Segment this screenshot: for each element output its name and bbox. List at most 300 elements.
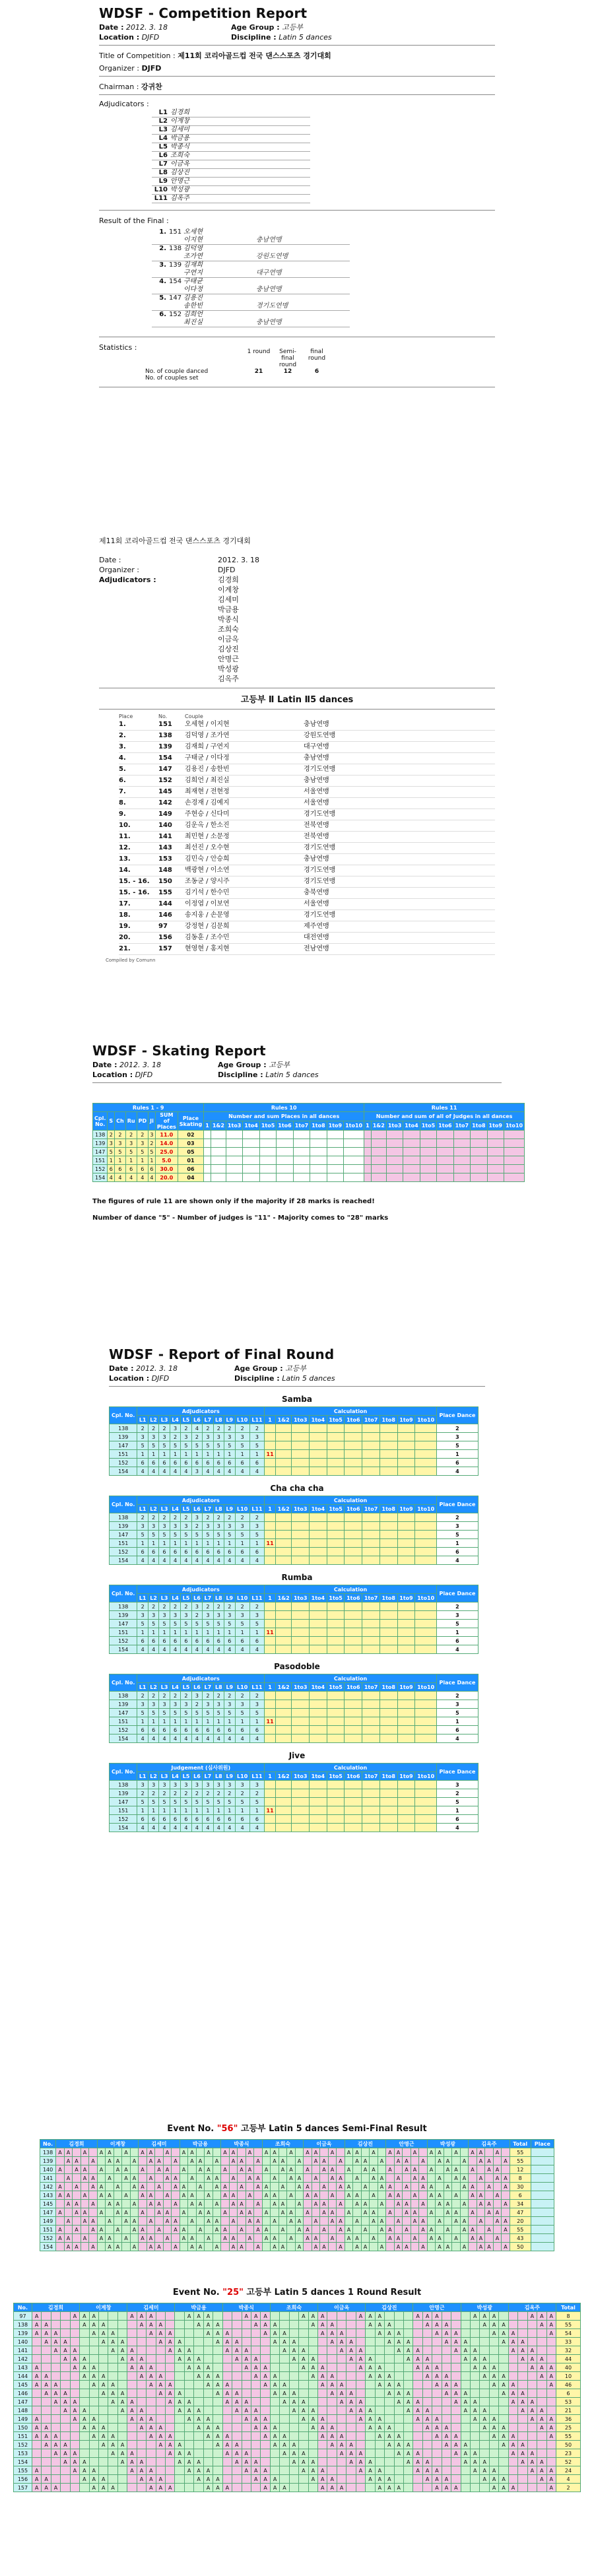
final-row <box>110 1781 478 1789</box>
r1-mark <box>508 2321 517 2329</box>
r1-mark: A <box>299 2415 308 2424</box>
semi-place <box>531 2226 554 2234</box>
r1-mark: A <box>70 2449 79 2458</box>
semi-mark <box>444 2174 452 2183</box>
judge-mark: 1 <box>137 1717 148 1726</box>
r1-mark: A <box>108 2449 117 2458</box>
semi-mark: A <box>403 2165 411 2174</box>
calc-cell <box>380 1717 397 1726</box>
calc-col-header: 1to8 <box>380 1772 397 1781</box>
judge-mark: 1 <box>235 1717 249 1726</box>
semi-place <box>531 2165 554 2174</box>
r1-mark <box>166 2312 175 2321</box>
place-col-header: 1to10 <box>504 1121 524 1131</box>
r1-mark: A <box>280 2389 289 2398</box>
r1-mark <box>270 2355 279 2363</box>
r1-mark: A <box>356 2466 365 2475</box>
r1-mark: A <box>356 2355 365 2363</box>
rank-region: 경기도연맹 <box>304 766 336 773</box>
r1-mark: A <box>518 2389 527 2398</box>
semi-mark <box>370 2226 378 2234</box>
rule10-cell <box>204 1165 211 1173</box>
semi-mark <box>262 2174 271 2183</box>
r1-mark: A <box>489 2321 498 2329</box>
calc-cell <box>310 1709 327 1717</box>
r1-mark <box>89 2398 98 2406</box>
judge-mark: 1 <box>159 1539 170 1548</box>
r1-mark <box>232 2329 242 2338</box>
calc-cell <box>415 1531 437 1539</box>
semi-judge-header: 김옥주 <box>469 2140 510 2148</box>
rules-11-header: Rules 11 <box>364 1104 525 1112</box>
r1-mark: A <box>166 2398 175 2406</box>
adjudicator-name: 안명근 <box>170 178 189 185</box>
calc-col-header: 1to5 <box>327 1594 345 1602</box>
r1-mark: A <box>166 2441 175 2449</box>
r1-mark: A <box>156 2432 165 2441</box>
r1-mark <box>117 2466 127 2475</box>
calc-cell <box>345 1467 362 1476</box>
place-dance: 1 <box>436 1806 478 1815</box>
r1-mark <box>546 2398 556 2406</box>
place-dance: 1 <box>436 1539 478 1548</box>
semi-mark: A <box>196 2208 205 2217</box>
semi-mark: A <box>378 2183 386 2191</box>
r1-mark <box>42 2406 51 2415</box>
calc-col-header: 1&2 <box>276 1772 292 1781</box>
r1-mark: A <box>318 2363 327 2372</box>
r1-mark <box>422 2449 432 2458</box>
r1-total: 53 <box>556 2398 580 2406</box>
final-row <box>110 1789 478 1798</box>
r1-mark: A <box>308 2355 317 2363</box>
judge-mark: 5 <box>148 1709 158 1717</box>
r1-mark <box>327 2312 337 2321</box>
judge-mark: 4 <box>213 1556 224 1565</box>
place-col-header: 1&2 <box>211 1121 226 1131</box>
r1-mark: A <box>194 2363 203 2372</box>
r1-mark: A <box>127 2398 137 2406</box>
place-dance: 2 <box>436 1789 478 1798</box>
r1-mark <box>42 2458 51 2466</box>
rule10-cell <box>226 1165 242 1173</box>
rule10-cell <box>243 1165 259 1173</box>
rule11-cell <box>386 1156 403 1165</box>
calc-cell <box>397 1781 415 1789</box>
semi-mark <box>130 2148 139 2157</box>
semi-mark: A <box>403 2243 411 2251</box>
r1-mark <box>394 2424 403 2432</box>
calc-cell <box>397 1700 415 1709</box>
semi-mark: A <box>444 2200 452 2208</box>
calc-cell <box>345 1539 362 1548</box>
r1-mark: A <box>442 2441 451 2449</box>
r1-mark: A <box>222 2432 232 2441</box>
semi-mark <box>460 2234 469 2243</box>
r1-mark <box>117 2321 127 2329</box>
semi-mark: A <box>386 2183 395 2191</box>
r1-mark: A <box>42 2424 51 2432</box>
r1-mark: A <box>61 2398 70 2406</box>
r1-mark <box>108 2475 117 2484</box>
calc-cell <box>276 1556 292 1565</box>
r1-mark: A <box>394 2346 403 2355</box>
r1-mark <box>80 2338 89 2346</box>
rank-region: 경기도연맹 <box>304 867 336 874</box>
semi-place <box>531 2208 554 2217</box>
semi-mark: A <box>469 2208 477 2217</box>
judge-header: L10 <box>235 1416 249 1424</box>
r1-mark: A <box>270 2321 279 2329</box>
skating-table <box>92 1103 523 1182</box>
r1-mark <box>251 2389 260 2398</box>
semi-mark: A <box>427 2234 436 2243</box>
calc-cell <box>380 1531 397 1539</box>
r1-mark: A <box>184 2346 193 2355</box>
rule11-cell <box>386 1173 403 1182</box>
r1-mark <box>442 2363 451 2372</box>
r1-mark <box>546 2441 556 2449</box>
calc-cell <box>345 1726 362 1734</box>
r1-mark <box>480 2346 489 2355</box>
r1-mark: A <box>289 2389 298 2398</box>
semi-mark: A <box>73 2200 81 2208</box>
r1-mark <box>299 2475 308 2484</box>
semi-mark <box>353 2208 362 2217</box>
r1-mark: A <box>442 2329 451 2338</box>
calc-col-header: 1to10 <box>415 1772 437 1781</box>
r1-total: 4 <box>556 2475 580 2484</box>
calc-cell <box>265 1513 276 1522</box>
calc-cell <box>265 1441 276 1450</box>
adjudicator-row <box>152 195 310 203</box>
semi-mark <box>502 2191 510 2200</box>
r1-mark: A <box>280 2338 289 2346</box>
semi-mark: A <box>262 2226 271 2234</box>
r1-mark <box>327 2355 337 2363</box>
r1-mark: A <box>147 2363 156 2372</box>
rule10-cell <box>226 1156 242 1165</box>
semi-mark: A <box>419 2183 428 2191</box>
adjudicator-name: 김옥주 <box>170 195 189 202</box>
r1-mark <box>471 2441 480 2449</box>
judge-mark: 3 <box>213 1611 224 1620</box>
semi-mark: A <box>353 2174 362 2183</box>
r1-mark: A <box>537 2363 546 2372</box>
calc-cell <box>362 1806 380 1815</box>
r1-mark <box>61 2329 70 2338</box>
r1-mark <box>432 2355 442 2363</box>
r1-mark <box>546 2338 556 2346</box>
calc-col-header: 1to5 <box>327 1416 345 1424</box>
judge-mark: 6 <box>181 1815 191 1824</box>
r1-mark: A <box>261 2312 270 2321</box>
r1-mark: A <box>270 2338 279 2346</box>
r1-mark <box>42 2415 51 2424</box>
r1-mark <box>346 2329 356 2338</box>
semi-mark <box>444 2234 452 2243</box>
semi-mark <box>56 2174 65 2183</box>
r1-mark: A <box>337 2389 346 2398</box>
judge-mark: 5 <box>224 1620 235 1628</box>
calc-cell <box>265 1556 276 1565</box>
rank-region: 강원도연맹 <box>304 732 336 739</box>
compiled-by: Compiled by Comunn <box>106 958 156 963</box>
r1-mark <box>413 2329 422 2338</box>
semi-mark <box>172 2165 180 2174</box>
r1-mark: A <box>251 2406 260 2415</box>
semi-mark: A <box>97 2165 106 2174</box>
r1-mark: A <box>32 2432 41 2441</box>
r1-mark: A <box>451 2484 461 2492</box>
semi-mark: A <box>196 2183 205 2191</box>
judge-mark: 4 <box>191 1424 202 1433</box>
r1-mark <box>327 2449 337 2458</box>
semi-mark: A <box>320 2243 329 2251</box>
judge-mark: 1 <box>249 1717 264 1726</box>
calc-cell <box>265 1424 276 1433</box>
semi-mark: A <box>238 2183 246 2191</box>
semi-mark <box>312 2208 320 2217</box>
semi-mark: A <box>411 2191 419 2200</box>
rules-10-header: Rules 10 <box>204 1104 364 1112</box>
couple-number: 139 <box>110 1522 137 1531</box>
judge-mark: 1 <box>249 1806 264 1815</box>
r1-mark: A <box>508 2389 517 2398</box>
r1-total: 2 <box>556 2484 580 2492</box>
statistics-table <box>145 348 495 381</box>
result-region: 경기도연맹 <box>256 302 288 310</box>
rank-place: 7. <box>119 788 126 795</box>
r1-mark <box>32 2449 41 2458</box>
semi-place <box>531 2200 554 2208</box>
r1-mark: A <box>242 2355 251 2363</box>
semi-mark <box>221 2243 230 2251</box>
r1-mark <box>518 2312 527 2321</box>
semi-mark: A <box>502 2174 510 2183</box>
r1-mark: A <box>184 2415 193 2424</box>
semi-mark <box>427 2174 436 2183</box>
adjudicator-code: L4 <box>158 135 168 142</box>
judge-mark: 4 <box>148 1824 158 1832</box>
calc-cell <box>415 1798 437 1806</box>
r1-mark: A <box>299 2466 308 2475</box>
semi-mark: A <box>172 2174 180 2183</box>
skating-place: 03 <box>178 1139 203 1148</box>
r1-mark: A <box>80 2424 89 2432</box>
r1-mark <box>394 2372 403 2381</box>
r1-mark <box>394 2406 403 2415</box>
r1-mark <box>166 2475 175 2484</box>
judge-header: L2 <box>148 1594 158 1602</box>
judge-mark: 5 <box>249 1441 264 1450</box>
semi-mark: A <box>56 2165 65 2174</box>
semi-mark: A <box>394 2174 403 2183</box>
calc-col-header: 1to7 <box>362 1772 380 1781</box>
r1-mark: A <box>327 2321 337 2329</box>
judge-mark: 2 <box>137 1424 148 1433</box>
semi-mark: A <box>139 2226 147 2234</box>
semi-mark: A <box>427 2165 436 2174</box>
judge-header: L7 <box>203 1594 213 1602</box>
calc-cell <box>327 1806 345 1815</box>
r1-mark: A <box>480 2466 489 2475</box>
semi-mark <box>221 2217 230 2226</box>
r1-mark <box>337 2363 346 2372</box>
calc-cell <box>276 1548 292 1556</box>
rule10-cell <box>211 1139 226 1148</box>
r1-mark: A <box>432 2484 442 2492</box>
semi-mark: A <box>436 2191 444 2200</box>
r1-mark <box>156 2406 165 2415</box>
r1-mark <box>51 2424 60 2432</box>
adjudicator-row <box>152 109 310 117</box>
adjudicator-list <box>152 109 310 203</box>
r1-mark: A <box>527 2312 537 2321</box>
judge-mark: 3 <box>181 1611 191 1620</box>
semi-mark: A <box>89 2243 98 2251</box>
semi-mark <box>320 2148 329 2157</box>
r1-judge-header: 조희숙 <box>270 2303 317 2312</box>
r1-mark <box>156 2346 165 2355</box>
semi-mark: A <box>502 2217 510 2226</box>
judge-mark: 3 <box>137 1700 148 1709</box>
r1-mark: A <box>289 2398 298 2406</box>
dance-place: 4 <box>148 1173 156 1182</box>
r1-mark: A <box>222 2381 232 2389</box>
rule11-cell <box>371 1165 386 1173</box>
r1-total: 8 <box>556 2312 580 2321</box>
calc-cell <box>345 1692 362 1700</box>
r1-mark <box>508 2458 517 2466</box>
r1-mark: A <box>356 2398 365 2406</box>
r1-row <box>14 2329 581 2338</box>
calc-cell <box>362 1459 380 1467</box>
semi-mark: A <box>328 2208 337 2217</box>
r1-mark: A <box>308 2372 317 2381</box>
semi-mark: A <box>353 2191 362 2200</box>
calc-cell <box>415 1700 437 1709</box>
judge-mark: 5 <box>213 1531 224 1539</box>
rule11-cell <box>371 1131 386 1139</box>
skating-place: 06 <box>178 1165 203 1173</box>
r1-mark <box>137 2449 146 2458</box>
rule10-cell <box>259 1131 276 1139</box>
r1-mark: A <box>442 2381 451 2389</box>
calc-cell <box>327 1798 345 1806</box>
judge-header: L8 <box>213 1772 224 1781</box>
semi-mark: A <box>493 2174 502 2183</box>
semi-place <box>531 2174 554 2183</box>
r1-mark: A <box>318 2321 327 2329</box>
result-partner-2: 이다정 <box>183 286 203 293</box>
r1-judge-header: 김옥주 <box>508 2303 556 2312</box>
judge-mark: 5 <box>148 1441 158 1450</box>
r1-mark <box>480 2338 489 2346</box>
r1-mark <box>461 2312 470 2321</box>
r1-mark: A <box>108 2346 117 2355</box>
r1-mark <box>80 2398 89 2406</box>
semi-mark: A <box>246 2148 254 2157</box>
r1-mark <box>442 2346 451 2355</box>
calc-cell <box>310 1531 327 1539</box>
r1-mark <box>499 2355 508 2363</box>
judge-mark: 2 <box>235 1602 249 1611</box>
r1-mark: A <box>222 2398 232 2406</box>
r1-mark: A <box>318 2466 327 2475</box>
r1-mark: A <box>489 2432 498 2441</box>
r1-mark <box>175 2475 184 2484</box>
r1-mark <box>184 2381 193 2389</box>
r1-mark <box>184 2329 193 2338</box>
r1-mark: A <box>147 2329 156 2338</box>
r1-mark: A <box>70 2312 79 2321</box>
judge-mark: 5 <box>191 1441 202 1450</box>
semi-mark <box>196 2174 205 2183</box>
judge-mark: 4 <box>203 1824 213 1832</box>
final-dance-table <box>109 1763 478 1832</box>
stats-label: No. of couples set <box>145 375 199 381</box>
r1-mark <box>280 2406 289 2415</box>
r1-mark: A <box>327 2372 337 2381</box>
semi-mark: A <box>254 2183 263 2191</box>
semi-mark <box>122 2243 131 2251</box>
rank-region: 서울연맹 <box>304 788 329 795</box>
r1-mark: A <box>70 2398 79 2406</box>
semi-mark <box>188 2226 197 2234</box>
r1-mark: A <box>375 2329 384 2338</box>
calc-cell <box>327 1734 345 1743</box>
r1-mark: A <box>451 2441 461 2449</box>
judge-mark: 3 <box>249 1433 264 1441</box>
r1-mark <box>117 2424 127 2432</box>
final-row <box>110 1531 478 1539</box>
r1-mark: A <box>489 2381 498 2389</box>
dance-place: 1 <box>137 1156 148 1165</box>
r1-mark <box>270 2458 279 2466</box>
calc-cell <box>380 1602 397 1611</box>
info-adjudicator-name: 김상진 <box>218 645 239 653</box>
calc-cell <box>327 1556 345 1565</box>
r1-mark: A <box>537 2355 546 2363</box>
judge-mark: 6 <box>249 1459 264 1467</box>
final-row <box>110 1824 478 1832</box>
judge-mark: 3 <box>170 1424 180 1433</box>
couple-number: 143 <box>40 2191 56 2200</box>
r1-mark <box>147 2458 156 2466</box>
r1-mark: A <box>261 2484 270 2492</box>
r1-mark: A <box>175 2449 184 2458</box>
r1-mark <box>385 2466 394 2475</box>
judge-header: L5 <box>181 1505 191 1513</box>
result-partner-2: 최진실 <box>183 319 203 326</box>
location: DJFD <box>141 33 160 42</box>
semi-mark <box>172 2148 180 2157</box>
calc-cell <box>362 1645 380 1654</box>
semi-mark <box>246 2226 254 2234</box>
semi-total: 55 <box>510 2157 531 2165</box>
calc-col-header: 1to4 <box>310 1505 327 1513</box>
rank-couple: 백광현 / 이소연 <box>185 867 230 874</box>
calc-cell <box>415 1692 437 1700</box>
r1-mark <box>270 2398 279 2406</box>
judge-mark: 5 <box>235 1441 249 1450</box>
judge-header: L4 <box>170 1505 180 1513</box>
couple-number: 147 <box>110 1709 137 1717</box>
r1-mark <box>194 2338 203 2346</box>
judge-mark: 2 <box>249 1513 264 1522</box>
calc-cell <box>397 1789 415 1798</box>
